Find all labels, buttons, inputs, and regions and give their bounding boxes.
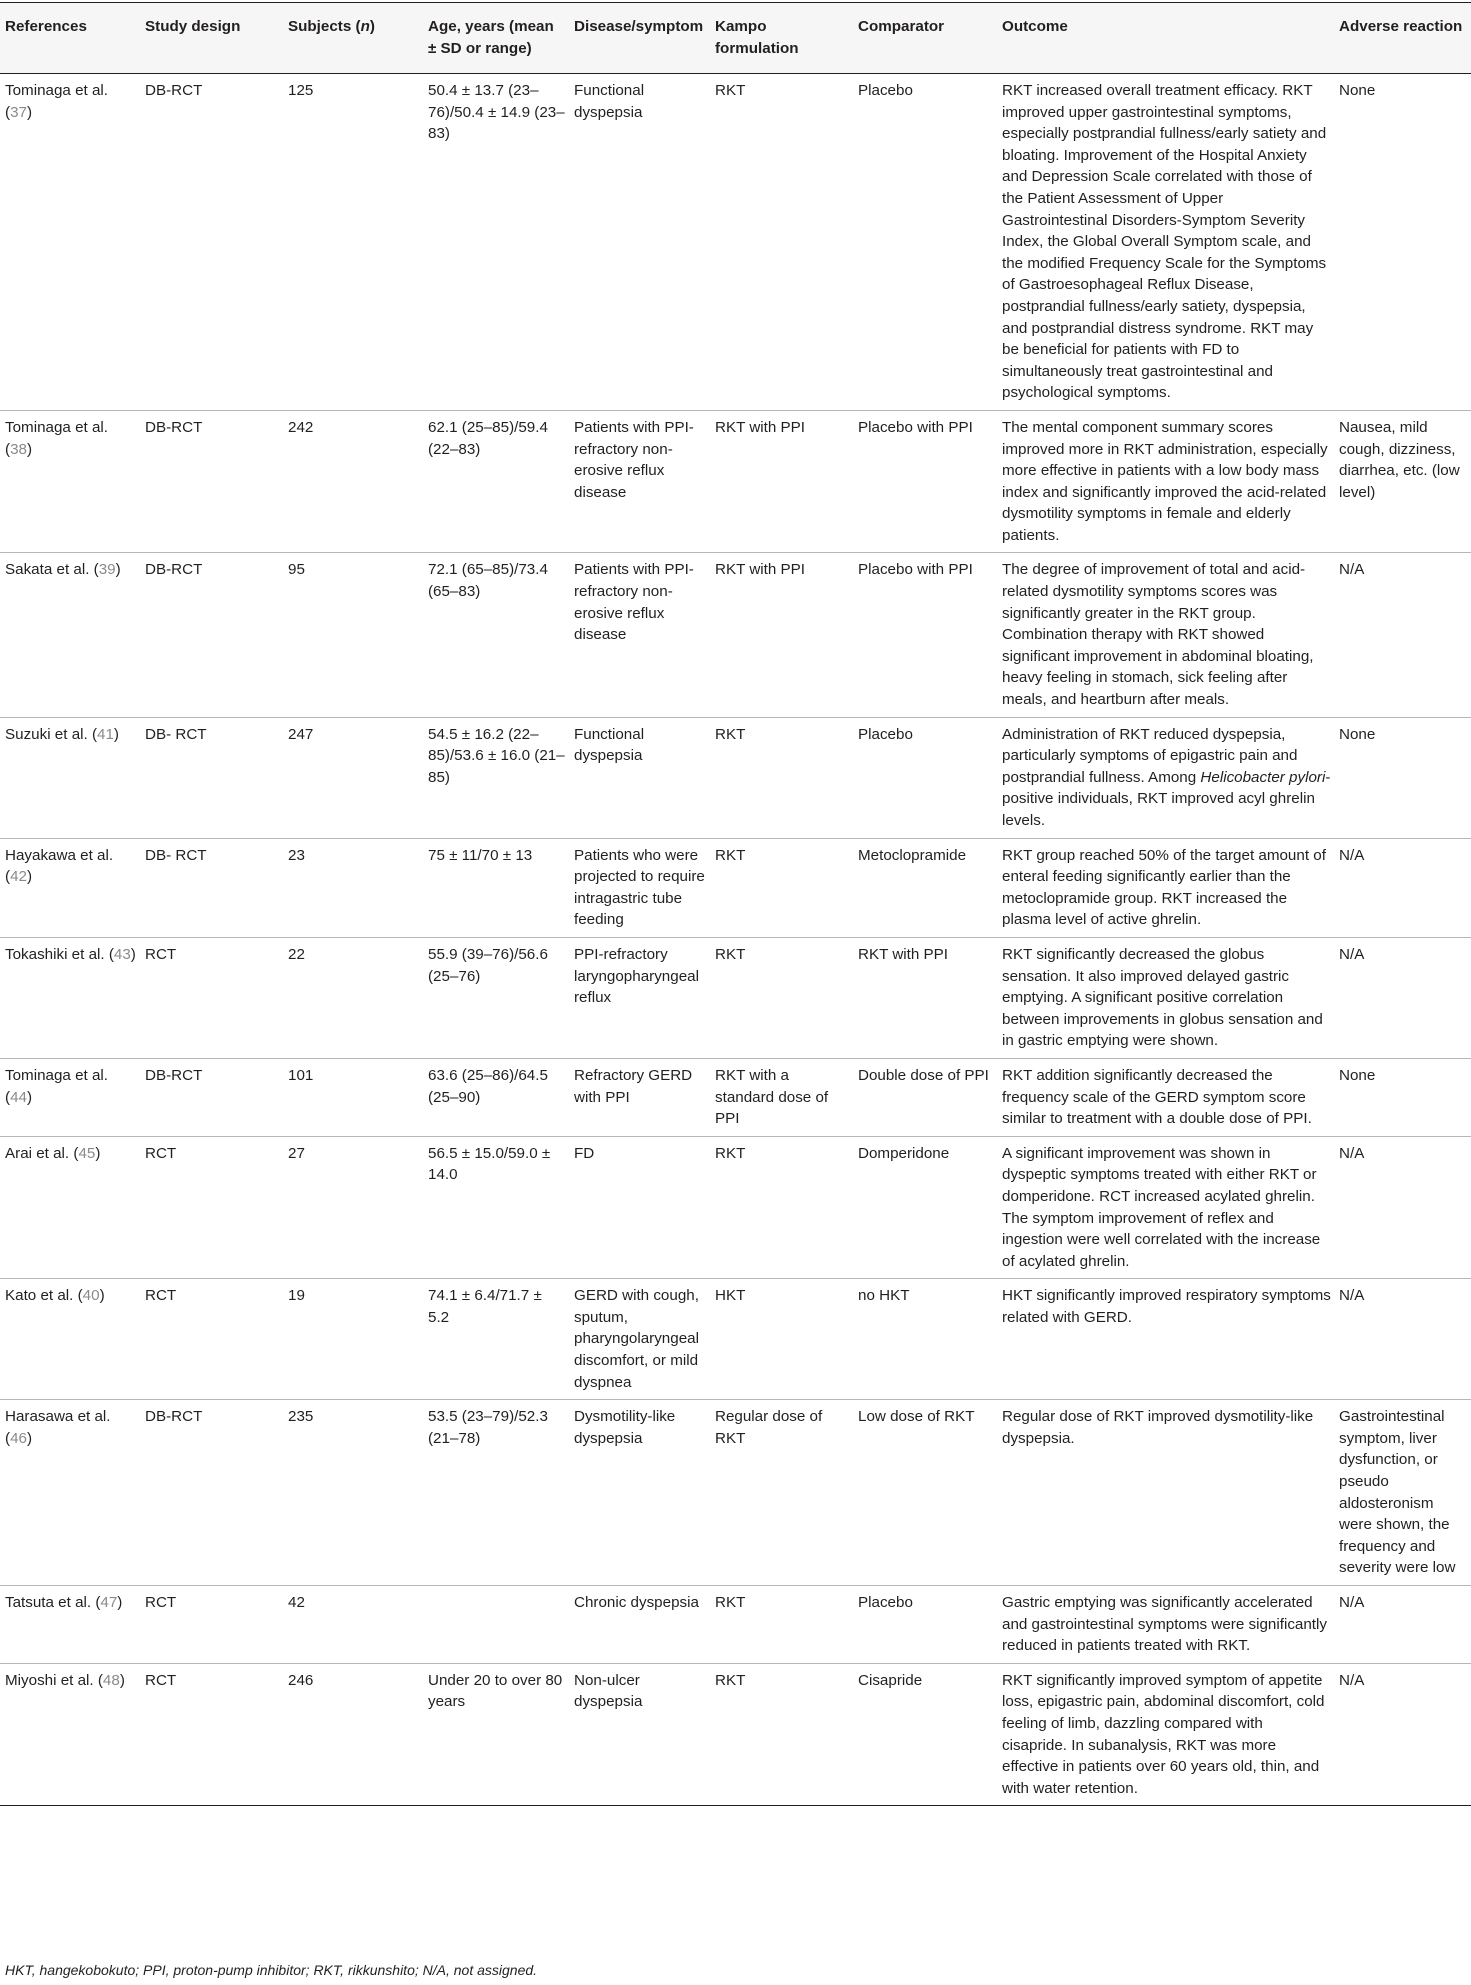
cell-disease: PPI-refractory laryngopharyngeal reflux	[570, 937, 711, 1058]
cell-outcome: RKT group reached 50% of the target amount of enteral feeding significantly earlier than the metoclopramide group. RKT increased the plasma level of active ghrelin.	[998, 838, 1335, 937]
cell-disease: Functional dyspepsia	[570, 74, 711, 411]
cell-outcome: The mental component summary scores improved more in RKT administration, especially more effective in patients with a low body mass index and significantly improved the acid-related dysmotility symptoms in female and elderly patients.	[998, 410, 1335, 553]
cell-outcome: RKT significantly improved symptom of appetite loss, epigastric pain, abdominal discomfort, cold feeling of limb, dazzling compared with cisapride. In subanalysis, RKT was more effective in patients over 60 years old, thin, and with water retention.	[998, 1663, 1335, 1806]
cell-subjects: 247	[284, 717, 424, 838]
cell-comparator: Metoclopramide	[854, 838, 998, 937]
cell-comparator: Cisapride	[854, 1663, 998, 1806]
citation-link[interactable]: 43	[113, 945, 131, 963]
cell-kampo: HKT	[711, 1279, 854, 1400]
cell-design: DB- RCT	[141, 717, 284, 838]
cell-kampo: RKT	[711, 838, 854, 937]
cell-comparator: Domperidone	[854, 1136, 998, 1279]
cell-reference: Tominaga et al. (37)	[0, 74, 141, 411]
header-study-design: Study design	[141, 3, 284, 74]
cell-age: 75 ± 11/70 ± 13	[424, 838, 570, 937]
cell-disease: GERD with cough, sputum, pharyngolaryngeal discomfort, or mild dyspnea	[570, 1279, 711, 1400]
cell-design: DB-RCT	[141, 553, 284, 717]
header-comparator: Comparator	[854, 3, 998, 74]
cell-subjects: 246	[284, 1663, 424, 1806]
citation-link[interactable]: 45	[78, 1144, 96, 1162]
cell-design: DB-RCT	[141, 1058, 284, 1136]
cell-age: 55.9 (39–76)/56.6 (25–76)	[424, 937, 570, 1058]
cell-kampo: RKT	[711, 1136, 854, 1279]
cell-comparator: RKT with PPI	[854, 937, 998, 1058]
citation-link[interactable]: 40	[82, 1287, 100, 1305]
cell-kampo: RKT with PPI	[711, 553, 854, 717]
cell-adverse: N/A	[1335, 1586, 1471, 1664]
cell-design: DB-RCT	[141, 1400, 284, 1586]
cell-subjects: 125	[284, 74, 424, 411]
table-row	[0, 717, 1471, 838]
cell-reference: Suzuki et al. (41)	[0, 717, 141, 838]
header-subjects	[284, 3, 424, 74]
cell-design: RCT	[141, 1136, 284, 1279]
table-row	[0, 1663, 1471, 1806]
cell-adverse: Gastrointestinal symptom, liver dysfunction, or pseudo aldosteronism were shown, the frequency and severity were low	[1335, 1400, 1471, 1586]
citation-link[interactable]: 44	[10, 1088, 27, 1106]
cell-subjects: 235	[284, 1400, 424, 1586]
header-references: References	[0, 3, 141, 74]
header-kampo: Kampo formulation	[711, 3, 854, 74]
cell-outcome: RKT addition significantly decreased the frequency scale of the GERD symptom score similar to treatment with a double dose of PPI.	[998, 1058, 1335, 1136]
species-name: Helicobacter pylori	[1200, 768, 1326, 786]
cell-disease: FD	[570, 1136, 711, 1279]
cell-age: 72.1 (65–85)/73.4 (65–83)	[424, 553, 570, 717]
cell-age: 62.1 (25–85)/59.4 (22–83)	[424, 410, 570, 553]
cell-adverse: N/A	[1335, 937, 1471, 1058]
cell-subjects: 19	[284, 1279, 424, 1400]
citation-link[interactable]: 48	[102, 1671, 120, 1689]
cell-subjects: 242	[284, 410, 424, 553]
cell-comparator: Double dose of PPI	[854, 1058, 998, 1136]
cell-adverse: N/A	[1335, 1279, 1471, 1400]
cell-subjects: 23	[284, 838, 424, 937]
cell-disease: Patients who were projected to require intragastric tube feeding	[570, 838, 711, 937]
header-row	[0, 3, 1471, 74]
cell-comparator: no HKT	[854, 1279, 998, 1400]
cell-outcome: RKT significantly decreased the globus sensation. It also improved delayed gastric emptying. A significant positive correlation between improvements in globus sensation and in gastric emptying were shown.	[998, 937, 1335, 1058]
cell-adverse: N/A	[1335, 838, 1471, 937]
cell-design: RCT	[141, 937, 284, 1058]
cell-disease: Dysmotility-like dyspepsia	[570, 1400, 711, 1586]
cell-subjects: 95	[284, 553, 424, 717]
cell-comparator: Placebo with PPI	[854, 553, 998, 717]
cell-outcome: Regular dose of RKT improved dysmotility-like dyspepsia.	[998, 1400, 1335, 1586]
cell-outcome: Gastric emptying was significantly accelerated and gastrointestinal symptoms were significantly reduced in patients treated with RKT.	[998, 1586, 1335, 1664]
cell-adverse: Nausea, mild cough, dizziness, diarrhea, etc. (low level)	[1335, 410, 1471, 553]
cell-reference: Tokashiki et al. (43)	[0, 937, 141, 1058]
cell-disease: Chronic dyspepsia	[570, 1586, 711, 1664]
cell-subjects: 101	[284, 1058, 424, 1136]
cell-age: 53.5 (23–79)/52.3 (21–78)	[424, 1400, 570, 1586]
cell-kampo: RKT with a standard dose of PPI	[711, 1058, 854, 1136]
header-age: Age, years (mean ± SD or range)	[424, 3, 570, 74]
cell-design: RCT	[141, 1663, 284, 1806]
table-row	[0, 1586, 1471, 1664]
cell-reference: Tatsuta et al. (47)	[0, 1586, 141, 1664]
cell-disease: Refractory GERD with PPI	[570, 1058, 711, 1136]
cell-outcome: A significant improvement was shown in dyspeptic symptoms treated with either RKT or domperidone. RCT increased acylated ghrelin. The symptom improvement of reflex and ingestion were well correlated with the increase of acylated ghrelin.	[998, 1136, 1335, 1279]
table-row	[0, 1400, 1471, 1586]
cell-adverse: None	[1335, 74, 1471, 411]
cell-age: 63.6 (25–86)/64.5 (25–90)	[424, 1058, 570, 1136]
citation-link[interactable]: 42	[10, 868, 27, 886]
cell-subjects: 42	[284, 1586, 424, 1664]
cell-design: DB-RCT	[141, 74, 284, 411]
cell-outcome: HKT significantly improved respiratory symptoms related with GERD.	[998, 1279, 1335, 1400]
header-subjects-a: Subjects (	[288, 18, 361, 35]
cell-reference: Tominaga et al. (44)	[0, 1058, 141, 1136]
cell-age	[424, 1586, 570, 1664]
cell-kampo: RKT	[711, 717, 854, 838]
header-disease: Disease/symptom	[570, 3, 711, 74]
cell-comparator: Low dose of RKT	[854, 1400, 998, 1586]
cell-design: DB- RCT	[141, 838, 284, 937]
cell-subjects: 22	[284, 937, 424, 1058]
cell-comparator: Placebo	[854, 717, 998, 838]
citation-link[interactable]: 47	[100, 1594, 118, 1611]
cell-outcome: The degree of improvement of total and acid-related dysmotility symptoms scores was significantly greater in the RKT group. Combination therapy with RKT showed significant improvement in abdominal bloating, heavy feeling in stomach, sick feeling after meals, and heartburn after meals.	[998, 553, 1335, 717]
table-row	[0, 1279, 1471, 1400]
cell-adverse: None	[1335, 1058, 1471, 1136]
cell-reference: Harasawa et al. (46)	[0, 1400, 141, 1586]
cell-comparator: Placebo	[854, 1586, 998, 1664]
cell-reference: Miyoshi et al. (48)	[0, 1663, 141, 1806]
cell-age: 54.5 ± 16.2 (22–85)/53.6 ± 16.0 (21–85)	[424, 717, 570, 838]
cell-kampo: RKT	[711, 1663, 854, 1806]
cell-reference: Hayakawa et al. (42)	[0, 838, 141, 937]
cell-adverse: N/A	[1335, 553, 1471, 717]
cell-kampo: RKT	[711, 1586, 854, 1664]
citation-link[interactable]: 39	[98, 561, 116, 579]
header-subjects-n: n	[360, 18, 370, 35]
cell-reference: Arai et al. (45)	[0, 1136, 141, 1279]
citation-link[interactable]: 46	[10, 1429, 27, 1447]
cell-outcome: Administration of RKT reduced dyspepsia, particularly symptoms of epigastric pain and postprandial fullness. Among Helicobacter pylori-positive individuals, RKT improved acyl ghrelin levels.	[998, 717, 1335, 838]
header-adverse: Adverse reaction	[1335, 3, 1471, 74]
cell-disease: Functional dyspepsia	[570, 717, 711, 838]
cell-kampo: RKT	[711, 937, 854, 1058]
table-row	[0, 937, 1471, 1058]
cell-adverse: N/A	[1335, 1663, 1471, 1806]
cell-age: 50.4 ± 13.7 (23–76)/50.4 ± 14.9 (23–83)	[424, 74, 570, 411]
citation-link[interactable]: 38	[10, 440, 27, 458]
cell-subjects: 27	[284, 1136, 424, 1279]
cell-kampo: Regular dose of RKT	[711, 1400, 854, 1586]
table-row	[0, 553, 1471, 717]
table-footnote: HKT, hangekobokuto; PPI, proton-pump inhibitor; RKT, rikkunshito; N/A, not assigned.	[5, 1962, 538, 1978]
cell-age: 56.5 ± 15.0/59.0 ± 14.0	[424, 1136, 570, 1279]
cell-comparator: Placebo	[854, 74, 998, 411]
cell-disease: Non-ulcer dyspepsia	[570, 1663, 711, 1806]
cell-disease: Patients with PPI-refractory non-erosive reflux disease	[570, 553, 711, 717]
cell-outcome: RKT increased overall treatment efficacy. RKT improved upper gastrointestinal symptoms, especially postprandial fullness/early satiety and bloating. Improvement of the Hospital Anxiety and Depression Scale correlated with those of the Patient Assessment of Upper Gastrointestinal Disorders-Symptom Severity Index, the Global Overall Symptom scale, and the modified Frequency Scale for the Symptoms of Gastroesophageal Reflux Disease, postprandial fullness/early satiety, dyspepsia, and postprandial distress syndrome. RKT may be beneficial for patients with FD to simultaneously treat gastrointestinal and psychological symptoms.	[998, 74, 1335, 411]
cell-reference: Kato et al. (40)	[0, 1279, 141, 1400]
cell-reference: Tominaga et al. (38)	[0, 410, 141, 553]
cell-design: DB-RCT	[141, 410, 284, 553]
citation-link[interactable]: 41	[97, 725, 114, 743]
cell-kampo: RKT with PPI	[711, 410, 854, 553]
header-outcome: Outcome	[998, 3, 1335, 74]
header-subjects-b: )	[369, 18, 375, 35]
cell-disease: Patients with PPI-refractory non-erosive reflux disease	[570, 410, 711, 553]
cell-adverse: N/A	[1335, 1136, 1471, 1279]
cell-kampo: RKT	[711, 74, 854, 411]
table-row	[0, 838, 1471, 937]
table-row	[0, 74, 1471, 411]
table-row	[0, 410, 1471, 553]
cell-age: Under 20 to over 80 years	[424, 1663, 570, 1806]
table-row	[0, 1058, 1471, 1136]
kampo-clinical-trials-table	[0, 2, 1471, 1806]
cell-reference: Sakata et al. (39)	[0, 553, 141, 717]
cell-design: RCT	[141, 1279, 284, 1400]
cell-comparator: Placebo with PPI	[854, 410, 998, 553]
cell-age: 74.1 ± 6.4/71.7 ± 5.2	[424, 1279, 570, 1400]
cell-design: RCT	[141, 1586, 284, 1664]
cell-adverse: None	[1335, 717, 1471, 838]
citation-link[interactable]: 37	[10, 103, 27, 121]
table-row	[0, 1136, 1471, 1279]
